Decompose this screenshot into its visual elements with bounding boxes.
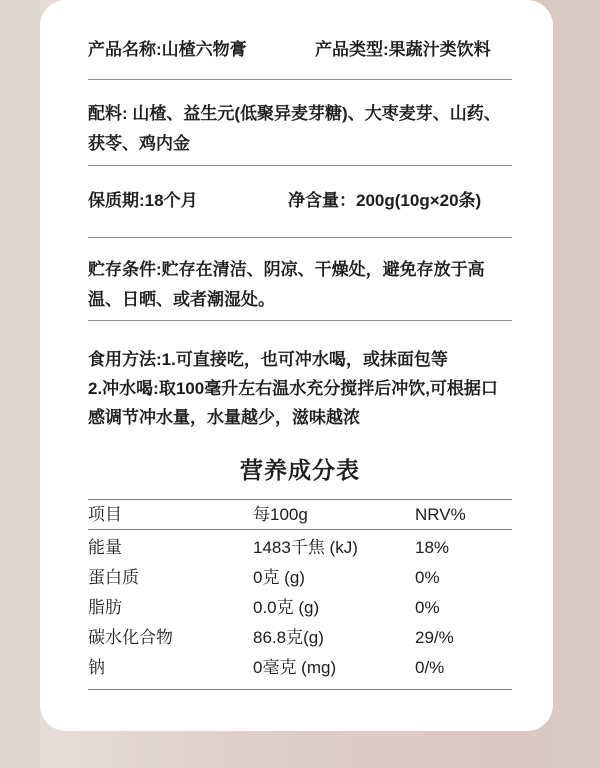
table-bottom-line: [88, 689, 512, 690]
row-nrv: 0/%: [415, 658, 445, 677]
background-right-band: [553, 0, 600, 768]
ingredients-text: 配料: 山楂、益生元(低聚异麦芽糖)、大枣麦芽、山药、获苓、鸡内金: [88, 104, 501, 153]
shelf-life-net-content-row: [88, 189, 512, 213]
net-content-label: 净含量：200g(10g×20条): [288, 191, 482, 210]
table-row: [88, 593, 512, 623]
nutrition-table: [88, 499, 512, 690]
divider: [88, 237, 512, 238]
table-row: [88, 623, 512, 653]
divider: [88, 79, 512, 80]
header-per-100g: 每100g: [253, 505, 308, 524]
divider: [88, 165, 512, 166]
row-label: 脂肪: [88, 598, 122, 617]
header-item: 项目: [88, 505, 122, 524]
table-row: [88, 653, 512, 683]
row-nrv: 29/%: [415, 628, 454, 647]
divider: [88, 320, 512, 321]
row-value: 1483千焦 (kJ): [253, 538, 358, 557]
row-value: 0毫克 (mg): [253, 658, 337, 677]
background-left-band: [0, 0, 40, 768]
table-body: [88, 533, 512, 683]
table-header-row: [88, 500, 512, 529]
usage-line-1: 食用方法:1.可直接吃，也可冲水喝，或抹面包等: [88, 350, 448, 369]
row-label: 钠: [88, 658, 105, 677]
usage-line-2: 2.冲水喝:取100毫升左右温水充分搅拌后冲饮,可根据口感调节冲水量，水量越少，滋味越浓: [88, 379, 498, 427]
header-nrv: NRV%: [415, 505, 466, 524]
row-value: 0.0克 (g): [253, 598, 320, 617]
nutrition-table-title: 营养成分表: [240, 457, 360, 483]
usage-instructions-text: [88, 345, 512, 432]
shelf-life-label: 保质期:18个月: [88, 191, 198, 210]
table-header-line: [88, 529, 512, 530]
product-name-label: 产品名称:山楂六物膏: [88, 40, 247, 59]
product-info-card: [40, 0, 553, 731]
row-nrv: 0%: [415, 568, 440, 587]
storage-conditions-text: 贮存条件:贮存在清洁、阴凉、干燥处，避免存放于高温、日晒、或者潮湿处。: [88, 260, 485, 309]
table-row: [88, 533, 512, 563]
row-nrv: 18%: [415, 538, 450, 557]
row-value: 86.8克(g): [253, 628, 324, 647]
product-name-type-row: [88, 38, 512, 62]
product-type-label: 产品类型:果蔬汁类饮料: [315, 40, 491, 59]
row-label: 碳水化合物: [88, 628, 173, 647]
row-nrv: 0%: [415, 598, 440, 617]
row-label: 能量: [88, 538, 122, 557]
row-value: 0克 (g): [253, 568, 305, 587]
row-label: 蛋白质: [88, 568, 139, 587]
table-row: [88, 563, 512, 593]
